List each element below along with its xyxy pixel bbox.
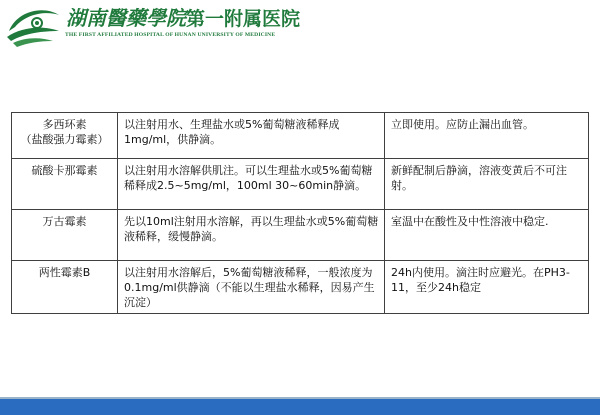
hospital-name-bold: 第一附属医院 [186, 8, 301, 30]
notes-cell: 室温中在酸性及中性溶液中稳定. [385, 210, 589, 261]
drug-name-cell: 多西环素 （盐酸强力霉素） [12, 113, 118, 159]
preparation-cell: 以注射用水、生理盐水或5%葡萄糖液稀释成1mg/ml，供静滴。 [118, 113, 385, 159]
table-row [12, 261, 589, 314]
hospital-name [66, 6, 300, 30]
drug-name-cell: 硫酸卡那霉素 [12, 159, 118, 210]
notes-cell: 立即使用。应防止漏出血管。 [385, 113, 589, 159]
hospital-name-script: 湖南醫藥學院 [66, 6, 186, 30]
preparation-cell: 以注射用水溶解供肌注。可以生理盐水或5%葡萄糖稀释成2.5~5mg/ml，100ml 30~60min静滴。 [118, 159, 385, 210]
preparation-cell: 先以10ml注射用水溶解，再以生理盐水或5%葡萄糖液稀释，缓慢静滴。 [118, 210, 385, 261]
hospital-logo-icon [3, 1, 63, 51]
notes-cell: 24h内使用。滴注时应避光。在PH3-11，至少24h稳定 [385, 261, 589, 314]
drug-name-cell: 万古霉素 [12, 210, 118, 261]
notes-cell: 新鲜配制后静滴，溶液变黄后不可注射。 [385, 159, 589, 210]
hospital-english-name: THE FIRST AFFILIATED HOSPITAL OF HUNAN UNIVERSITY OF MEDICINE [65, 32, 276, 38]
preparation-cell: 以注射用水溶解后，5%葡萄糖液稀释，一般浓度为0.1mg/ml供静滴（不能以生理盐水稀释，因易产生沉淀） [118, 261, 385, 314]
drug-name-cell: 两性霉素B [12, 261, 118, 314]
drug-table-body [12, 113, 589, 314]
table-row [12, 159, 589, 210]
header [0, 0, 600, 56]
table-row [12, 210, 589, 261]
drug-table [11, 112, 589, 314]
footer-band [0, 399, 600, 415]
table-row [12, 113, 589, 159]
